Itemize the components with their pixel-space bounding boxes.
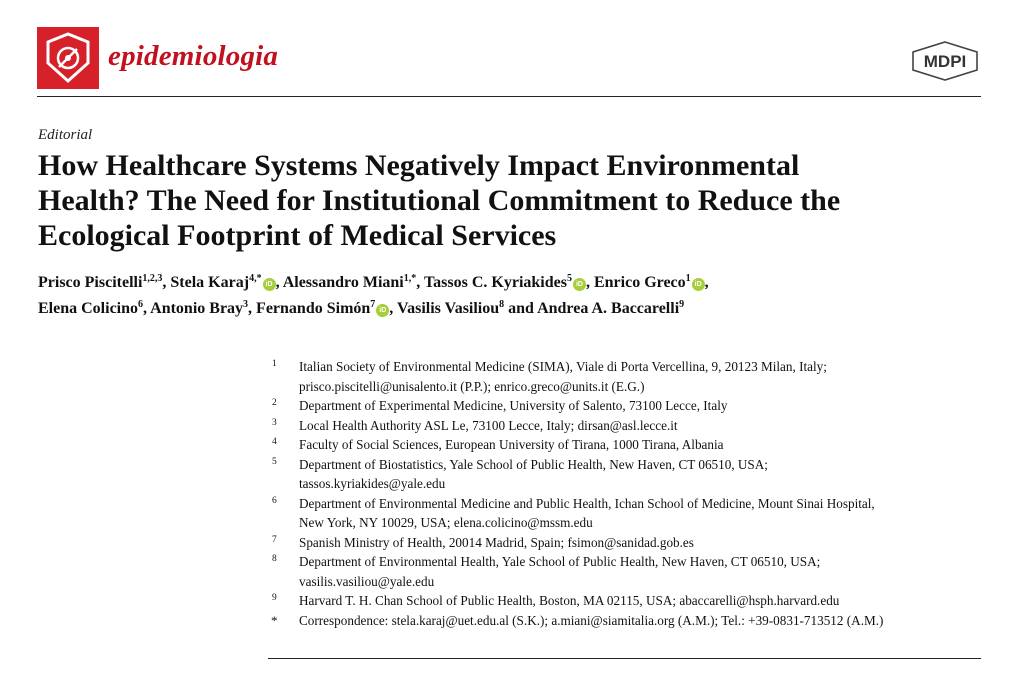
affiliation-text: Harvard T. H. Chan School of Public Health, Boston, MA 02115, USA; abaccarelli@hsph.harvard.edu [299,593,840,608]
affiliation-text: Department of Environmental Medicine and Public Health, Ichan School of Medicine, Mount Sinai Hospital, [299,495,875,511]
footer-rule [268,658,981,659]
affiliation-item [268,416,988,436]
author-affiliation-ref: 9 [679,299,685,310]
affiliation-list [268,357,988,630]
author-affiliation-ref: 8 [499,299,505,310]
affiliation-text: Spanish Ministry of Health, 20014 Madrid, Spain; fsimon@sanidad.gob.es [299,534,694,550]
author-name: Fernando Simón [256,300,371,317]
affiliation-text: Department of Biostatistics, Yale School of Public Health, New Haven, CT 06510, USA; [299,456,768,472]
affiliation-item [268,455,988,494]
author-affiliation-ref: 1,2,3 [142,273,163,284]
orcid-icon[interactable]: iD [263,278,276,291]
affiliation-text: Faculty of Social Sciences, European University of Tirana, 1000 Tirana, Albania [299,437,724,452]
affiliation-marker: 7 [272,534,277,545]
affiliation-item [268,357,988,396]
affiliation-text: Local Health Authority ASL Le, 73100 Lecce, Italy; dirsan@asl.lecce.it [299,417,678,433]
author-row: Prisco Piscitelli$^{1,2,3}$, Stela Karaj$^{4,*}$iD , Alessandro Miani$^{1,*}$, Tassos C. Kyriakides$^5$iD , Enrico Greco$^1$iD , [38,273,709,291]
affiliation-item [268,533,988,553]
affiliation-marker: 5 [272,456,277,467]
author-affiliation-ref: 4,* [249,273,262,284]
affiliation-item [268,396,988,416]
author-affiliation-ref: 3 [243,299,249,310]
author-name: Elena Colicino [38,300,139,317]
title-line: Ecological Footprint of Medical Services [38,219,557,252]
affiliation-item [268,552,988,591]
journal-name: epidemiologia [108,40,279,72]
author-name: Andrea A. Baccarelli [537,300,680,317]
author-name: Tassos C. Kyriakides [423,274,567,291]
author-affiliation-ref: 7 [370,299,376,310]
affiliation-text: Italian Society of Environmental Medicine (SIMA), Viale di Porta Vercellina, 9, 20123 Milan, Italy; [299,359,827,374]
affiliation-text: New York, NY 10029, USA; elena.colicino@mssm.edu [299,515,593,530]
correspondence-text: Correspondence: stela.karaj@uet.edu.al (S.K.); a.miani@siamitalia.org (A.M.); Tel.: +39-0831-713512 (A.M.) [299,612,884,628]
correspondence-item [268,611,988,631]
orcid-icon[interactable]: iD [692,278,705,291]
affiliation-marker: 1 [272,359,277,369]
affiliation-marker: * [271,612,278,628]
author-name: Prisco Piscitelli [38,274,143,291]
author-name: Enrico Greco [593,274,686,291]
affiliation-text: Department of Environmental Health, Yale School of Public Health, New Haven, CT 06510, USA; [299,554,821,569]
orcid-icon[interactable]: iD [376,304,389,317]
author-affiliation-ref: 6 [138,299,144,310]
affiliation-item [268,494,988,533]
publisher-name: MDPI [923,52,967,71]
affiliation-email[interactable]: tassos.kyriakides@yale.edu [299,476,446,491]
affiliation-item [268,435,988,455]
affiliation-text: Department of Experimental Medicine, University of Salento, 73100 Lecce, Italy [299,398,728,413]
affiliation-item [268,591,988,611]
author-list [38,270,988,322]
journal-logo [37,27,99,89]
journal-emblem-icon [37,27,99,89]
title-line: Health? The Need for Institutional Commitment to Reduce the [38,184,841,217]
title-line: How Healthcare Systems Negatively Impact Environmental [38,149,800,182]
mdpi-logo-icon [909,40,981,82]
affiliation-marker: 2 [272,398,277,408]
affiliation-marker: 9 [272,593,277,603]
affiliation-marker: 6 [272,495,277,506]
article-title [38,148,988,253]
affiliation-marker: 8 [272,554,277,564]
author-affiliation-ref: 5 [566,273,572,284]
author-name: Alessandro Miani [282,274,404,291]
orcid-icon[interactable]: iD [573,278,586,291]
author-name: Antonio Bray [150,300,244,317]
author-affiliation-ref: 1,* [403,273,417,284]
affiliation-marker: 4 [272,437,277,447]
author-name: Stela Karaj [170,274,250,291]
author-name: Vasilis Vasiliou [397,300,500,317]
author-row: Elena Colicino$^6$, Antonio Bray$^3$, Fernando Simón$^7$iD , Vasilis Vasiliou$^8$ and Andrea A. Baccarelli$^9$ [38,299,685,317]
affiliation-email[interactable]: prisco.piscitelli@unisalento.it (P.P.); enrico.greco@units.it (E.G.) [299,378,645,394]
article-type: Editorial [38,127,93,143]
affiliation-email[interactable]: vasilis.vasiliou@yale.edu [299,573,435,589]
publisher-logo [909,40,981,82]
author-affiliation-ref: 1 [685,273,691,284]
affiliation-marker: 3 [272,417,277,428]
header-rule [37,96,981,97]
